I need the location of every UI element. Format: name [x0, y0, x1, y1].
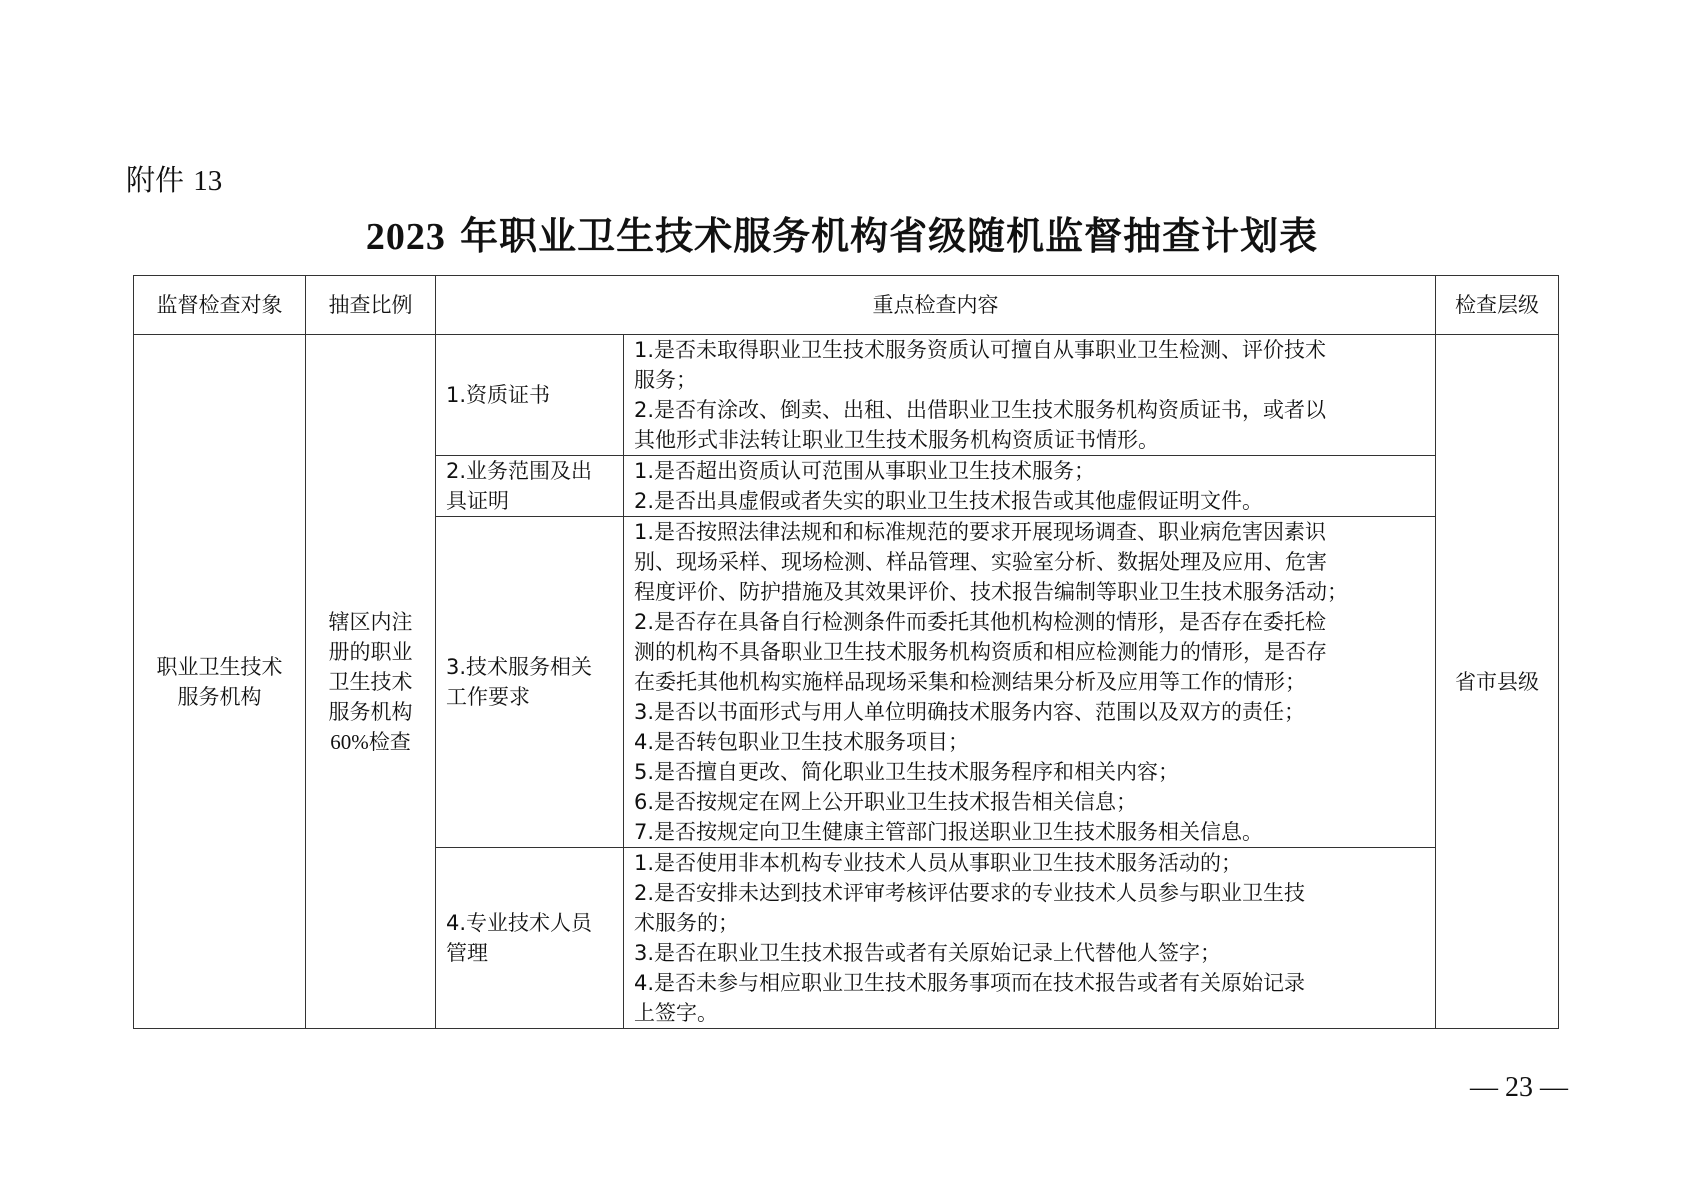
section-name-cell [436, 335, 624, 456]
title-text: 年职业卫生技术服务机构省级随机监督抽查计划表 [460, 214, 1319, 258]
check-item: 4.是否未参与相应职业卫生技术服务事项而在技术报告或者有关原始记录 [634, 971, 1306, 995]
check-item: 1.是否使用非本机构专业技术人员从事职业卫生技术服务活动的； [634, 851, 1243, 875]
ratio-line: 卫生技术 [328, 669, 413, 694]
section-name: 具证明 [446, 489, 509, 513]
check-item: 2.是否存在具备自行检测条件而委托其他机构检测的情形，是否存在委托检 [634, 610, 1327, 634]
ratio-line: 辖区内注 [328, 609, 413, 634]
check-item: 5.是否擅自更改、简化职业卫生技术服务程序和相关内容； [634, 760, 1180, 784]
check-item: 程度评价、防护措施及其效果评价、技术报告编制等职业卫生技术服务活动； [634, 580, 1348, 604]
section-name: 1.资质证书 [446, 383, 551, 407]
header-object: 监督检查对象 [134, 276, 306, 335]
title-year: 2023 [365, 216, 446, 258]
check-item: 2.是否出具虚假或者失实的职业卫生技术报告或其他虚假证明文件。 [634, 489, 1264, 513]
ratio-line: 服务机构 [328, 699, 413, 724]
table-row [134, 335, 1559, 456]
section-items-cell [624, 517, 1436, 848]
level-cell: 省市县级 [1436, 335, 1559, 1029]
header-content: 重点检查内容 [436, 276, 1436, 335]
check-item: 1.是否超出资质认可范围从事职业卫生技术服务； [634, 459, 1096, 483]
check-item: 3.是否在职业卫生技术报告或者有关原始记录上代替他人签字； [634, 941, 1222, 965]
check-item: 3.是否以书面形式与用人单位明确技术服务内容、范围以及双方的责任； [634, 700, 1306, 724]
attachment-label [126, 158, 222, 199]
section-name-cell [436, 517, 624, 848]
page-title [0, 205, 1684, 260]
section-name-cell [436, 848, 624, 1029]
check-item: 6.是否按规定在网上公开职业卫生技术报告相关信息； [634, 790, 1138, 814]
check-item: 4.是否转包职业卫生技术服务项目； [634, 730, 970, 754]
section-items-cell [624, 848, 1436, 1029]
section-name: 2.业务范围及出 [446, 459, 593, 483]
check-item: 服务； [634, 368, 697, 392]
check-item: 2.是否有涂改、倒卖、出租、出借职业卫生技术服务机构资质证书，或者以 [634, 398, 1327, 422]
section-name: 3.技术服务相关 [446, 655, 593, 679]
table-header-row [134, 276, 1559, 335]
ratio-line: 册的职业 [328, 639, 413, 664]
check-item: 其他形式非法转让职业卫生技术服务机构资质证书情形。 [634, 428, 1159, 452]
check-item: 测的机构不具备职业卫生技术服务机构资质和相应检测能力的情形，是否存 [634, 640, 1327, 664]
check-item: 别、现场采样、现场检测、样品管理、实验室分析、数据处理及应用、危害 [634, 550, 1327, 574]
section-name: 4.专业技术人员 [446, 911, 593, 935]
section-items-cell [624, 456, 1436, 517]
section-name-cell [436, 456, 624, 517]
object-line: 职业卫生技术 [156, 654, 283, 679]
object-line: 服务机构 [177, 684, 262, 709]
check-item: 7.是否按规定向卫生健康主管部门报送职业卫生技术服务相关信息。 [634, 820, 1264, 844]
ratio-cell [306, 335, 436, 1029]
attachment-number: 13 [193, 165, 223, 197]
check-item: 在委托其他机构实施样品现场采集和检测结果分析及应用等工作的情形； [634, 670, 1306, 694]
header-level: 检查层级 [1436, 276, 1559, 335]
header-ratio: 抽查比例 [306, 276, 436, 335]
ratio-line: 60%检查 [330, 729, 411, 754]
section-items-cell [624, 335, 1436, 456]
check-item: 上签字。 [634, 1001, 718, 1025]
section-name: 管理 [446, 941, 488, 965]
check-item: 术服务的； [634, 911, 739, 935]
check-item: 1.是否未取得职业卫生技术服务资质认可擅自从事职业卫生检测、评价技术 [634, 338, 1327, 362]
check-item: 1.是否按照法律法规和和标准规范的要求开展现场调查、职业病危害因素识 [634, 520, 1327, 544]
attachment-word: 附件 [126, 163, 185, 197]
check-item: 2.是否安排未达到技术评审考核评估要求的专业技术人员参与职业卫生技 [634, 881, 1306, 905]
object-cell [134, 335, 306, 1029]
section-name: 工作要求 [446, 685, 530, 709]
page-number: — 23 — [1470, 1072, 1568, 1103]
inspection-plan-table [133, 275, 1559, 1029]
